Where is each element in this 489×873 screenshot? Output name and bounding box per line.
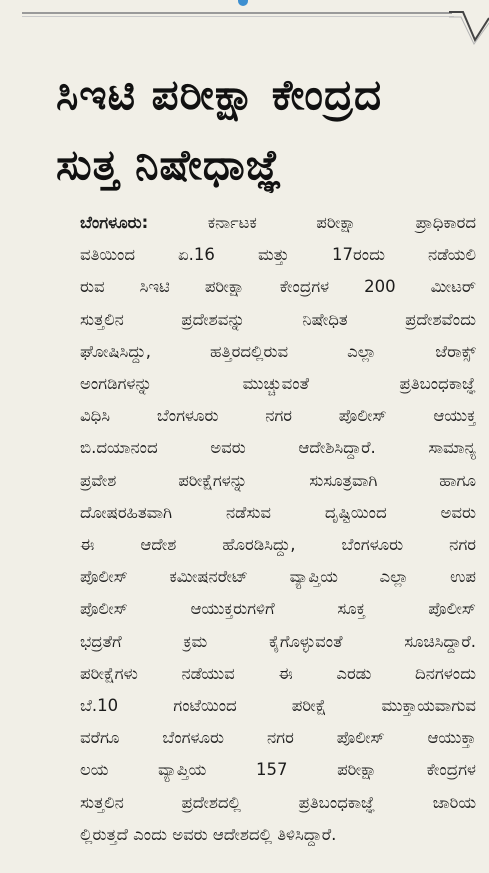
body-line: ಘೋಷಿಸಿದ್ದು, ಹತ್ತಿರದಲ್ಲಿರುವ ಎಲ್ಲಾ ಜೆರಾಕ್ಸ್ [80,341,476,361]
body-line: ಪೊಲೀಸ್ ಆಯುಕ್ತರುಗಳಿಗೆ ಸೂಕ್ತ ಪೊಲೀಸ್ [80,599,476,619]
body-line: ಸುತ್ತಲಿನ ಪ್ರದೇಶದಲ್ಲಿ ಪ್ರತಿಬಂಧಕಾಜ್ಞೆ ಜಾರಿಯ [80,792,476,812]
headline-line-1: ಸಿಇಟಿ ಪರೀಕ್ಷಾ ಕೇಂದ್ರದ [56,70,383,119]
article-body [80,207,476,851]
page-corner-fold [449,0,489,46]
body-line: ಅಂಗಡಿಗಳನ್ನು ಮುಚ್ಚುವಂತೆ ಪ್ರತಿಬಂಧಕಾಜ್ಞೆ [80,374,476,394]
first-line-rest: ಕರ್ನಾಟಕ ಪರೀಕ್ಷಾ ಪ್ರಾಧಿಕಾರದ [207,213,476,232]
body-line: ಭದ್ರತೆಗೆ ಕ್ರಮ ಕೈಗೊಳ್ಳುವಂತೆ ಸೂಚಿಸಿದ್ದಾರೆ. [80,631,476,651]
body-line: ವಿಧಿಸಿ ಬೆಂಗಳೂರು ನಗರ ಪೊಲೀಸ್ ಆಯುಕ್ತ [80,406,476,426]
top-rule-shadow [22,16,454,17]
body-line: ಪರೀಕ್ಷೆಗಳು ನಡೆಯುವ ಈ ಎರಡು ದಿನಗಳಂದು [80,663,476,683]
cut-mark [238,0,248,6]
article-headline-block [56,60,476,200]
body-line: ದೋಷರಹಿತವಾಗಿ ನಡೆಸುವ ದೃಷ್ಟಿಯಿಂದ ಅವರು [80,502,476,522]
body-line: ಲಯ ವ್ಯಾಪ್ತಿಯ 157 ಪರೀಕ್ಷಾ ಕೇಂದ್ರಗಳ [80,760,476,780]
body-line: ಬೆ.10 ಗಂಟೆಯಿಂದ ಪರೀಕ್ಷೆ ಮುಕ್ತಾಯವಾಗುವ [80,696,476,716]
body-line: ಬಿ.ದಯಾನಂದ ಅವರು ಆದೇಶಿಸಿದ್ದಾರೆ. ಸಾಮಾನ್ಯ [80,438,476,458]
body-line: ವತಿಯಿಂದ ಏ.16 ಮತ್ತು 17ರಂದು ನಡೆಯಲಿ [80,245,476,265]
body-line: ರುವ ಸಿಇಟಿ ಪರೀಕ್ಷಾ ಕೇಂದ್ರಗಳ 200 ಮೀಟರ್ [80,277,476,297]
body-line: ಪೊಲೀಸ್ ಕಮೀಷನರೇಟ್ ವ್ಯಾಪ್ತಿಯ ಎಲ್ಲಾ ಉಪ [80,567,476,587]
body-line: ಸುತ್ತಲಿನ ಪ್ರದೇಶವನ್ನು ನಿಷೇಧಿತ ಪ್ರದೇಶವೆಂದು [80,309,476,329]
body-line-first [80,207,476,239]
body-line: ಪ್ರವೇಶ ಪರೀಕ್ಷೆಗಳನ್ನು ಸುಸೂತ್ರವಾಗಿ ಹಾಗೂ [80,470,476,490]
body-line: ವರೆಗೂ ಬೆಂಗಳೂರು ನಗರ ಪೊಲೀಸ್ ಆಯುಕ್ತಾ [80,728,476,748]
headline [56,60,476,200]
body-line: ಈ ಆದೇಶ ಹೊರಡಿಸಿದ್ದು, ಬೆಂಗಳೂರು ನಗರ [80,535,476,555]
top-rule [22,12,452,14]
body-line: ಲ್ಲಿರುತ್ತದೆ ಎಂದು ಅವರು ಆದೇಶದಲ್ಲಿ ತಿಳಿಸಿದ್ದಾರೆ. [80,824,337,844]
dateline: ಬೆಂಗಳೂರು: [80,213,149,232]
headline-line-2: ಸುತ್ತ ನಿಷೇಧಾಜ್ಞೆ [56,140,283,189]
